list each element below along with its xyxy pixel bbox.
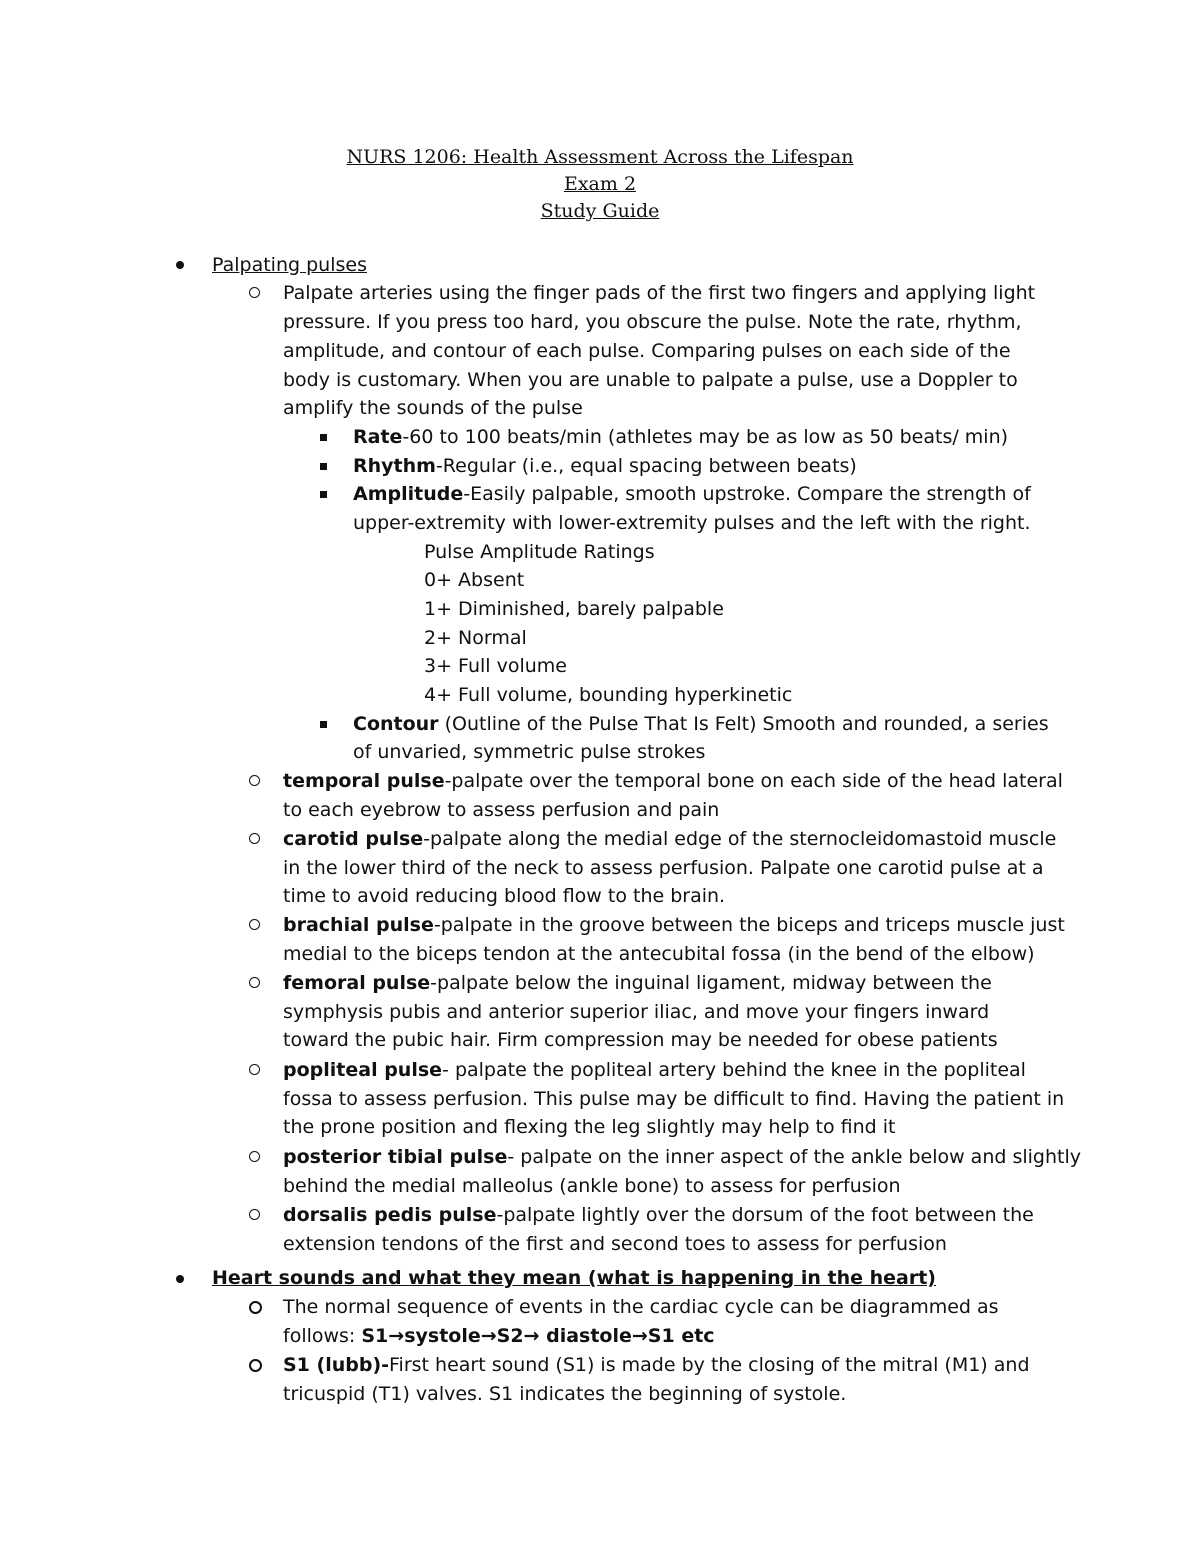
brachial-item-cont: medial to the biceps tendon at the antecubital fossa (in the bend of the elbow) bbox=[283, 943, 1035, 965]
bullet-circle bbox=[249, 1209, 260, 1220]
bullet-circle bbox=[249, 775, 260, 786]
sequence-item-cont: follows: S1→systole→S2→ diastole→S1 etc bbox=[283, 1325, 715, 1347]
section-heading: Palpating pulses bbox=[212, 254, 367, 276]
rating-line: 3+ Full volume bbox=[424, 655, 567, 677]
temporal-item: temporal pulse-palpate over the temporal bone on each side of the head lateral bbox=[283, 770, 1063, 792]
bullet-square bbox=[320, 491, 327, 498]
exam-title: Exam 2 bbox=[563, 173, 637, 195]
bullet-square bbox=[320, 463, 327, 470]
rhythm-item: Rhythm-Regular (i.e., equal spacing between beats) bbox=[353, 455, 857, 477]
carotid-item: carotid pulse-palpate along the medial edge of the sternocleidomastoid muscle bbox=[283, 828, 1057, 850]
popliteal-item-cont: fossa to assess perfusion. This pulse may be difficult to find. Having the patient in bbox=[283, 1088, 1065, 1110]
bullet-square bbox=[320, 434, 327, 441]
amplitude-item: Amplitude-Easily palpable, smooth upstroke. Compare the strength of bbox=[353, 483, 1031, 505]
course-title: NURS 1206: Health Assessment Across the Lifespan bbox=[346, 146, 854, 168]
bullet-dot bbox=[176, 261, 184, 269]
bullet-circle bbox=[249, 1064, 260, 1075]
contour-item-cont: of unvaried, symmetric pulse strokes bbox=[353, 741, 706, 763]
tibial-item: posterior tibial pulse- palpate on the inner aspect of the ankle below and slightly bbox=[283, 1146, 1081, 1168]
s1-item: S1 (lubb)-First heart sound (S1) is made by the closing of the mitral (M1) and bbox=[283, 1354, 1030, 1376]
rating-line: 2+ Normal bbox=[424, 627, 527, 649]
sequence-item: The normal sequence of events in the cardiac cycle can be diagrammed as bbox=[283, 1296, 999, 1318]
carotid-item-cont: in the lower third of the neck to assess perfusion. Palpate one carotid pulse at a bbox=[283, 857, 1044, 879]
femoral-item-cont: symphysis pubis and anterior superior iliac, and move your fingers inward bbox=[283, 1001, 990, 1023]
dorsalis-item-cont: extension tendons of the first and second toes to assess for perfusion bbox=[283, 1233, 947, 1255]
intro-line: body is customary. When you are unable to palpate a pulse, use a Doppler to bbox=[283, 369, 1018, 391]
popliteal-item: popliteal pulse- palpate the popliteal artery behind the knee in the popliteal bbox=[283, 1059, 1026, 1081]
carotid-item-cont: time to avoid reducing blood flow to the brain. bbox=[283, 885, 726, 907]
s1-item-cont: tricuspid (T1) valves. S1 indicates the beginning of systole. bbox=[283, 1383, 847, 1405]
intro-line: amplitude, and contour of each pulse. Comparing pulses on each side of the bbox=[283, 340, 1011, 362]
bullet-square bbox=[320, 721, 327, 728]
bullet-dot bbox=[176, 1275, 184, 1283]
bullet-circle bbox=[249, 833, 260, 844]
brachial-item: brachial pulse-palpate in the groove between the biceps and triceps muscle just bbox=[283, 914, 1065, 936]
rating-line: 1+ Diminished, barely palpable bbox=[424, 598, 724, 620]
temporal-item-cont: to each eyebrow to assess perfusion and pain bbox=[283, 799, 720, 821]
section-heading: Heart sounds and what they mean (what is happening in the heart) bbox=[212, 1267, 936, 1289]
guide-title: Study Guide bbox=[540, 200, 660, 222]
amplitude-item-cont: upper-extremity with lower-extremity pulses and the left with the right. bbox=[353, 512, 1031, 534]
femoral-item: femoral pulse-palpate below the inguinal ligament, midway between the bbox=[283, 972, 992, 994]
rating-line: 4+ Full volume, bounding hyperkinetic bbox=[424, 684, 793, 706]
bullet-circle bbox=[249, 1359, 262, 1372]
bullet-circle bbox=[249, 287, 260, 298]
contour-item: Contour (Outline of the Pulse That Is Felt) Smooth and rounded, a series bbox=[353, 713, 1049, 735]
popliteal-item-cont: the prone position and flexing the leg slightly may help to find it bbox=[283, 1116, 896, 1138]
rate-item: Rate-60 to 100 beats/min (athletes may be as low as 50 beats/ min) bbox=[353, 426, 1009, 448]
bullet-circle bbox=[249, 977, 260, 988]
intro-line: amplify the sounds of the pulse bbox=[283, 397, 583, 419]
femoral-item-cont: toward the pubic hair. Firm compression may be needed for obese patients bbox=[283, 1029, 998, 1051]
tibial-item-cont: behind the medial malleolus (ankle bone) to assess for perfusion bbox=[283, 1175, 901, 1197]
intro-line: pressure. If you press too hard, you obscure the pulse. Note the rate, rhythm, bbox=[283, 311, 1022, 333]
bullet-circle bbox=[249, 1151, 260, 1162]
intro-line: Palpate arteries using the finger pads of the first two fingers and applying light bbox=[283, 282, 1036, 304]
dorsalis-item: dorsalis pedis pulse-palpate lightly over the dorsum of the foot between the bbox=[283, 1204, 1034, 1226]
bullet-circle bbox=[249, 1301, 262, 1314]
bullet-circle bbox=[249, 919, 260, 930]
rating-line: 0+ Absent bbox=[424, 569, 525, 591]
ratings-heading: Pulse Amplitude Ratings bbox=[424, 541, 655, 563]
